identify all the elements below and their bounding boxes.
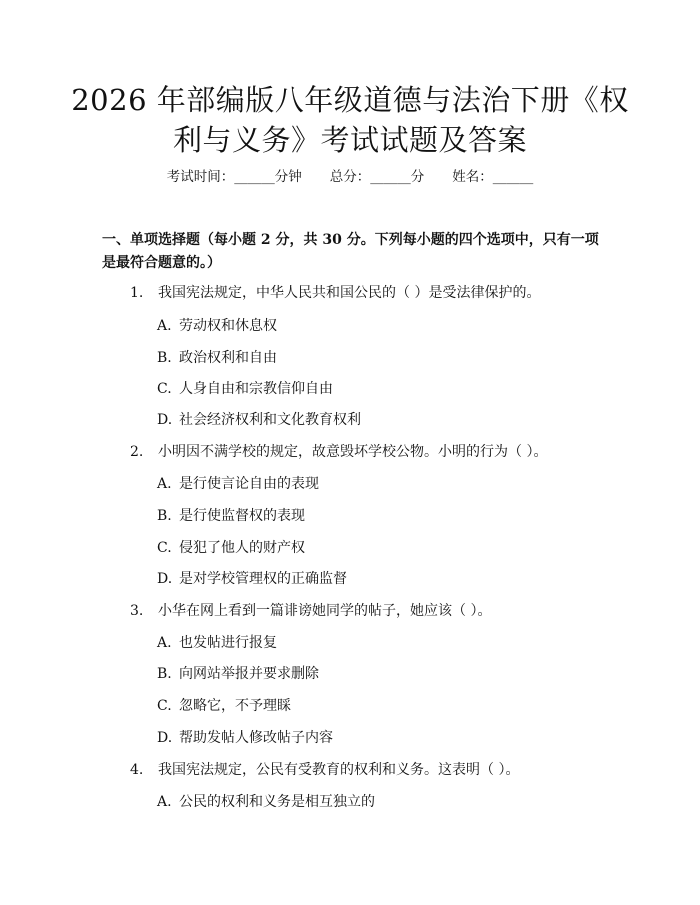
question-2-option-a (157, 474, 319, 494)
question-number: 1. (130, 285, 144, 301)
option-letter: A. (157, 635, 172, 651)
option-letter: B. (157, 508, 172, 524)
option-letter: A. (157, 794, 172, 810)
question-4 (130, 760, 519, 780)
option-text: 政治权利和自由 (179, 350, 277, 366)
option-letter: B. (157, 350, 172, 366)
question-1-option-b (157, 348, 277, 368)
question-2-option-b (157, 506, 305, 526)
question-3-option-d (157, 728, 333, 748)
question-number: 2. (130, 444, 144, 460)
exam-time: 考试时间：______分钟 (166, 169, 302, 185)
option-text: 公民的权利和义务是相互独立的 (179, 794, 375, 810)
option-text: 也发帖进行报复 (179, 635, 277, 651)
option-text: 侵犯了他人的财产权 (179, 540, 305, 556)
question-2-option-c (157, 538, 305, 558)
option-text: 帮助发帖人修改帖子内容 (179, 730, 333, 746)
exam-meta (0, 167, 700, 187)
total-score: 总分：______分 (329, 169, 425, 185)
option-text: 劳动权和休息权 (179, 318, 277, 334)
question-1 (130, 283, 540, 303)
option-text: 是行使言论自由的表现 (179, 476, 319, 492)
page-title: 2026 年部编版八年级道德与法治下册《权利与义务》考试试题及答案 (71, 83, 629, 157)
option-letter: D. (157, 730, 173, 746)
option-letter: D. (157, 571, 173, 587)
question-1-option-c (157, 379, 333, 399)
question-text: 小明因不满学校的规定，故意毁坏学校公物。小明的行为（ ）。 (158, 444, 548, 460)
question-2 (130, 442, 547, 462)
option-letter: D. (157, 412, 173, 428)
question-3 (130, 601, 491, 621)
question-number: 3. (130, 603, 144, 619)
option-text: 忽略它，不予理睬 (179, 698, 291, 714)
option-text: 是行使监督权的表现 (179, 508, 305, 524)
question-1-option-a (157, 316, 277, 336)
question-4-option-a (157, 792, 375, 812)
question-3-option-b (157, 664, 319, 684)
question-text: 小华在网上看到一篇诽谤她同学的帖子，她应该（ ）。 (158, 603, 492, 619)
question-text: 我国宪法规定，中华人民共和国公民的（ ）是受法律保护的。 (158, 285, 541, 301)
option-text: 人身自由和宗教信仰自由 (179, 381, 333, 397)
option-letter: C. (157, 540, 172, 556)
question-2-option-d (157, 569, 347, 589)
question-text: 我国宪法规定，公民有受教育的权利和义务。这表明（ ）。 (158, 762, 520, 778)
question-3-option-c (157, 696, 291, 716)
student-name: 姓名：______ (452, 169, 534, 185)
option-text: 向网站举报并要求删除 (179, 666, 319, 682)
option-letter: C. (157, 381, 172, 397)
option-text: 是对学校管理权的正确监督 (179, 571, 347, 587)
option-letter: B. (157, 666, 172, 682)
option-letter: C. (157, 698, 172, 714)
option-letter: A. (157, 318, 172, 334)
question-3-option-a (157, 633, 277, 653)
option-text: 社会经济权利和文化教育权利 (179, 412, 361, 428)
section-heading: 一、单项选择题（每小题 2 分，共 30 分。下列每小题的四个选项中，只有一项是最符合题意的。） (102, 232, 599, 271)
question-1-option-d (157, 410, 361, 430)
option-letter: A. (157, 476, 172, 492)
question-number: 4. (130, 762, 144, 778)
